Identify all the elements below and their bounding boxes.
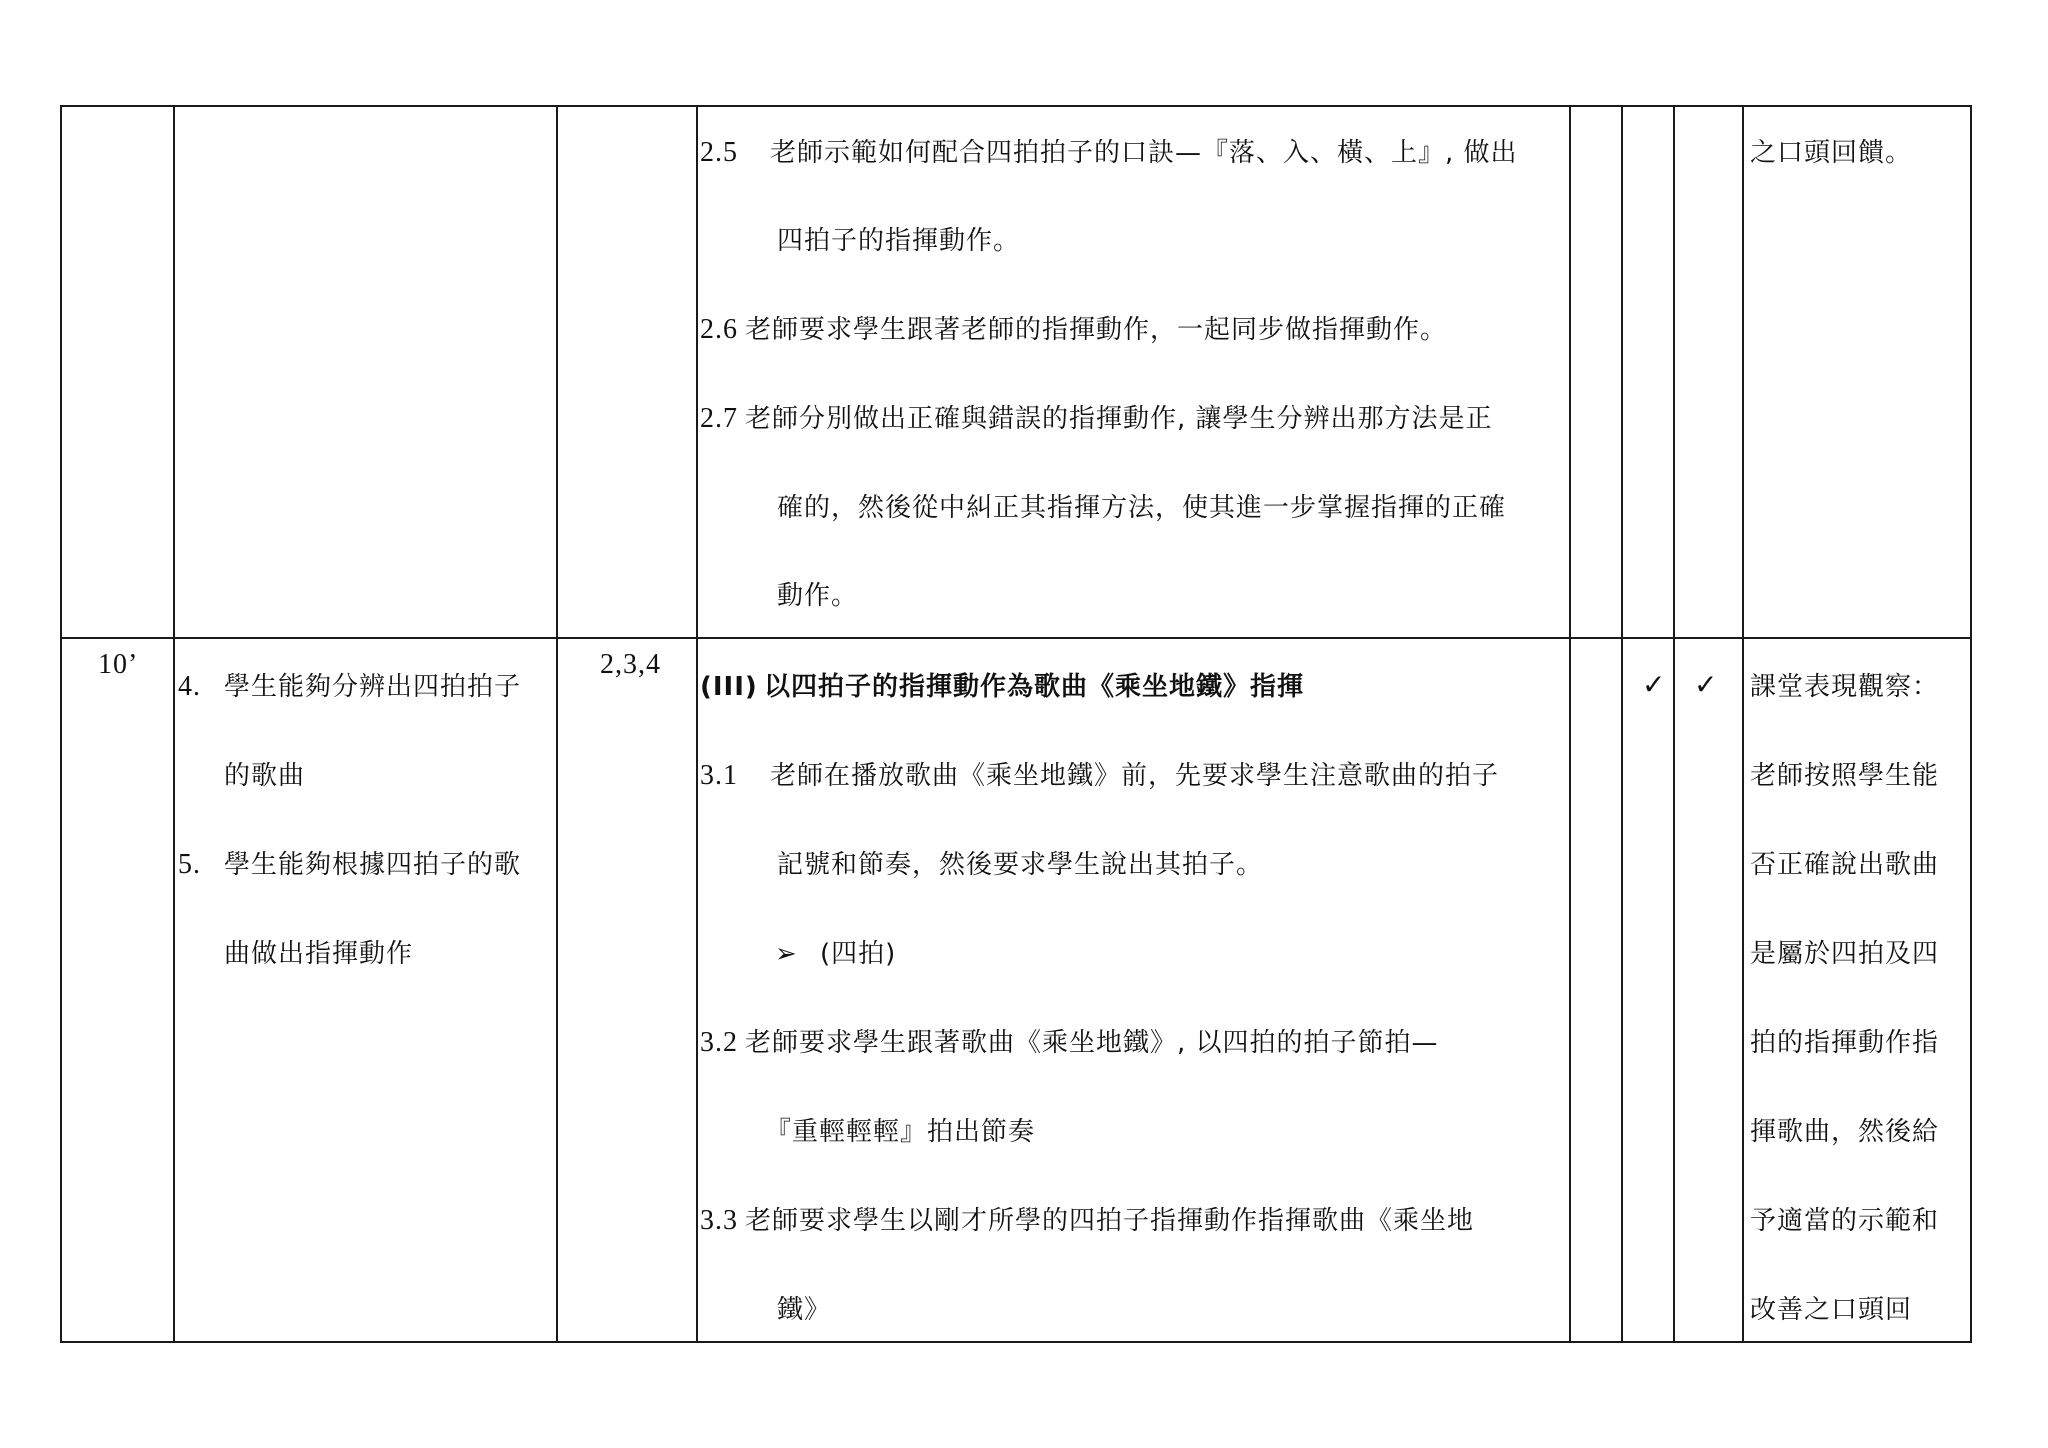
activity-line: 記號和節奏，然後要求學生說出其拍子。 — [777, 850, 1264, 880]
activity-number: 2.6 — [700, 314, 738, 345]
objective-number: 4. — [178, 671, 201, 702]
assessment-line: 是屬於四拍及四 — [1750, 939, 1940, 969]
lesson-plan-table — [60, 105, 1972, 1343]
activity-line: 老師在播放歌曲《乘坐地鐵》前，先要求學生注意歌曲的拍子 — [770, 761, 1500, 791]
activity-line: 動作。 — [777, 581, 859, 611]
objectives-cell — [174, 106, 557, 638]
objective-number: 5. — [178, 849, 201, 880]
activity-number: 3.1 — [700, 760, 738, 791]
table-row — [61, 106, 1971, 638]
assessment-line: 拍的指揮動作指 — [1750, 1028, 1940, 1058]
assessment-line: 老師按照學生能 — [1750, 761, 1940, 791]
key-points-cell — [557, 638, 697, 1342]
key-points-cell — [557, 106, 697, 638]
activity-number: 3.3 — [700, 1205, 738, 1236]
activity-number: 3.2 — [700, 1027, 738, 1058]
objective-line: 學生能夠根據四拍子的歌 — [224, 850, 522, 880]
activity-line: (四拍) — [820, 939, 897, 969]
assessment-line: 改善之口頭回 — [1750, 1295, 1913, 1325]
section-heading-prefix: (III) — [700, 672, 758, 702]
activity-number: 2.5 — [700, 137, 738, 168]
activity-line: 老師分別做出正確與錯誤的指揮動作, 讓學生分辨出那方法是正 — [745, 404, 1493, 434]
time-value: 10’ — [98, 649, 139, 680]
objective-line: 曲做出指揮動作 — [224, 939, 414, 969]
objective-line: 學生能夠分辨出四拍拍子 — [224, 672, 522, 702]
section-heading: 以四拍子的指揮動作為歌曲《乘坐地鐵》指揮 — [764, 672, 1305, 702]
assessment-line: 揮歌曲，然後給 — [1750, 1117, 1940, 1147]
checkmark-icon: ✓ — [1642, 668, 1667, 701]
assessment-line: 否正確說出歌曲 — [1750, 850, 1940, 880]
activity-line: 四拍子的指揮動作。 — [777, 226, 1021, 256]
activity-line: 老師要求學生跟著老師的指揮動作，一起同步做指揮動作。 — [745, 315, 1448, 345]
check-cell — [1570, 638, 1622, 1342]
check-cell — [1674, 106, 1743, 638]
objective-line: 的歌曲 — [224, 761, 306, 791]
activity-line: 老師要求學生以剛才所學的四拍子指揮動作指揮歌曲《乘坐地 — [745, 1206, 1475, 1236]
activity-line: 老師要求學生跟著歌曲《乘坐地鐵》, 以四拍的拍子節拍— — [745, 1028, 1439, 1058]
arrow-bullet-icon: ➢ — [775, 939, 798, 969]
activity-number: 2.7 — [700, 403, 738, 434]
activity-line: 老師示範如何配合四拍拍子的口訣—『落、入、橫、上』, 做出 — [770, 138, 1518, 168]
time-cell — [61, 106, 174, 638]
check-cell — [1674, 638, 1743, 1342]
assessment-line: 予適當的示範和 — [1750, 1206, 1940, 1236]
check-cell — [1622, 638, 1674, 1342]
assessment-line: 之口頭回饋。 — [1750, 138, 1913, 168]
objectives-cell — [174, 638, 557, 1342]
checkmark-icon: ✓ — [1694, 668, 1719, 701]
time-cell — [61, 638, 174, 1342]
activity-line: 鐵》 — [777, 1295, 832, 1325]
assessment-cell — [1743, 106, 1971, 638]
check-cell — [1622, 106, 1674, 638]
assessment-line: 課堂表現觀察： — [1750, 672, 1940, 702]
key-points-value: 2,3,4 — [600, 649, 661, 680]
activity-line: 確的，然後從中糾正其指揮方法，使其進一步掌握指揮的正確 — [777, 493, 1507, 523]
activity-line: 『重輕輕輕』拍出節奏 — [765, 1117, 1036, 1147]
activities-cell — [697, 106, 1570, 638]
check-cell — [1570, 106, 1622, 638]
